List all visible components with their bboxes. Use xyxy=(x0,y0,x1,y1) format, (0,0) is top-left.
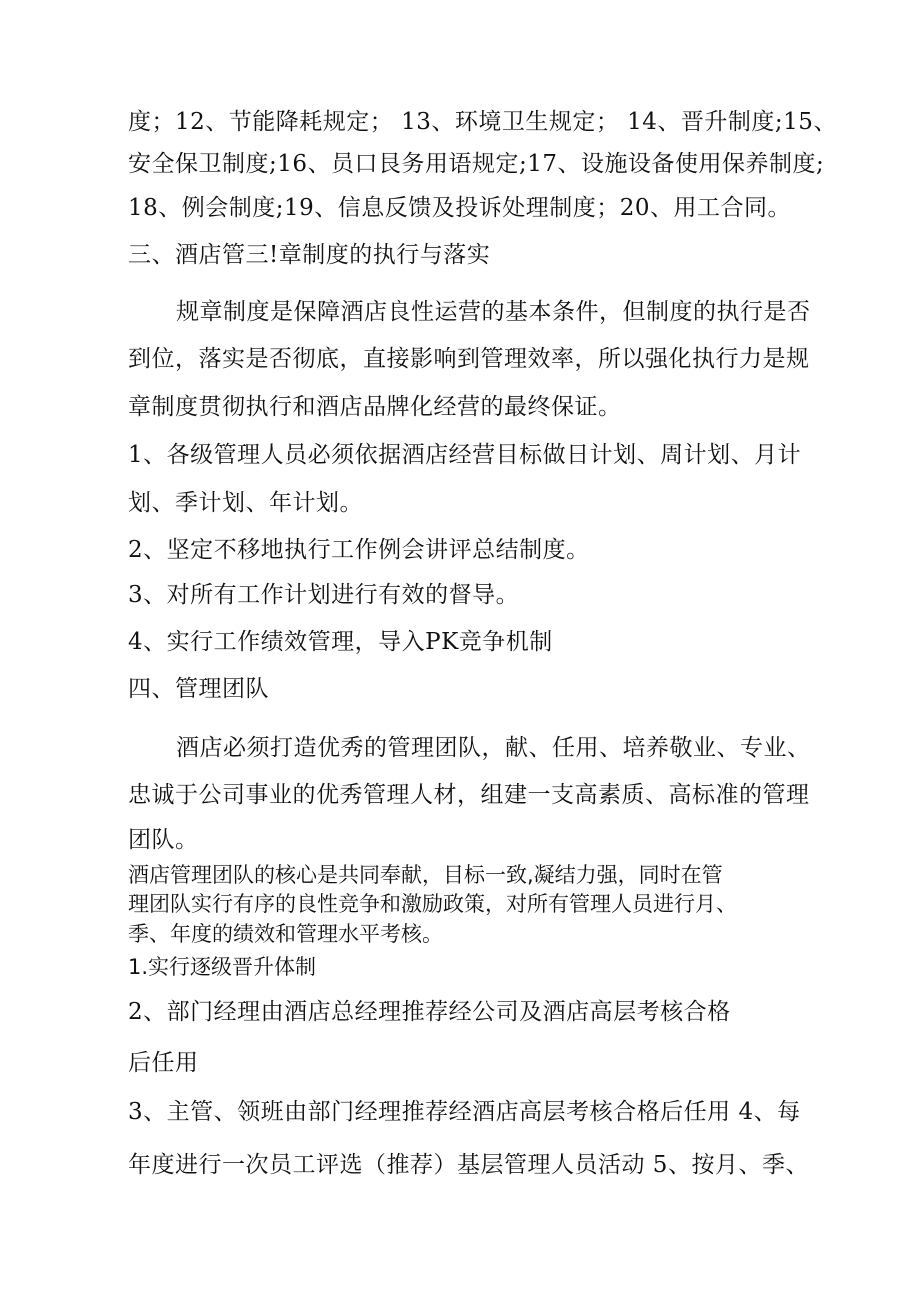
section-heading: 三、酒店管三!章制度的执行与落实 xyxy=(128,242,491,268)
list-item: 3、主管、领班由部门经理推荐经酒店高层考核合格后任用 4、每 xyxy=(128,1099,801,1125)
text-line: 度；12、节能降耗规定； 13、环境卫生规定； 14、晋升制度;15、 xyxy=(128,109,837,135)
list-item: 4、实行工作绩效管理，导入PK竞争机制 xyxy=(128,629,553,655)
list-item: 1.实行逐级晋升体制 xyxy=(128,955,317,979)
list-item-continuation: 划、季计划、年计划。 xyxy=(128,490,363,516)
list-item-continuation: 后任用 xyxy=(128,1050,199,1076)
paragraph-line: 季、年度的绩效和管理水平考核。 xyxy=(128,922,443,946)
list-item: 1、各级管理人员必须依据酒店经营目标做日计划、周计划、月计 xyxy=(128,442,802,468)
paragraph-line: 酒店必须打造优秀的管理团队，献、任用、培养敬业、专业、 xyxy=(176,735,811,761)
paragraph-line: 理团队实行有序的良性竞争和激励政策，对所有管理人员进行月、 xyxy=(128,892,737,916)
list-item: 3、对所有工作计划进行有效的督导。 xyxy=(128,582,520,608)
list-item-continuation: 年度进行一次员工评选（推荐）基层管理人员活动 5、按月、季、 xyxy=(128,1152,809,1178)
paragraph-line: 到位，落实是否彻底，直接影响到管理效率，所以强化执行力是规 xyxy=(128,346,810,372)
text-line: 安全保卫制度;16、员口艮务用语规定;17、设施设备使用保养制度; xyxy=(128,151,825,177)
list-item: 2、部门经理由酒店总经理推荐经公司及酒店高层考核合格 xyxy=(128,999,731,1025)
text-line: 18、例会制度;19、信息反馈及投诉处理制度；20、用工合同。 xyxy=(128,195,792,221)
paragraph-line: 忠诚于公司事业的优秀管理人材，组建一支高素质、高标准的管理 xyxy=(128,782,810,808)
paragraph-line: 章制度贯彻执行和酒店品牌化经营的最终保证。 xyxy=(128,394,622,420)
section-heading: 四、管理团队 xyxy=(128,676,269,702)
paragraph-line: 团队。 xyxy=(128,827,199,853)
paragraph-line: 规章制度是保障酒店良性运营的基本条件，但制度的执行是否 xyxy=(176,299,811,325)
list-item: 2、坚定不移地执行工作例会讲评总结制度。 xyxy=(128,537,590,563)
paragraph-line: 酒店管理团队的核心是共同奉献，目标一致,凝结力强，同时在管 xyxy=(128,863,723,887)
